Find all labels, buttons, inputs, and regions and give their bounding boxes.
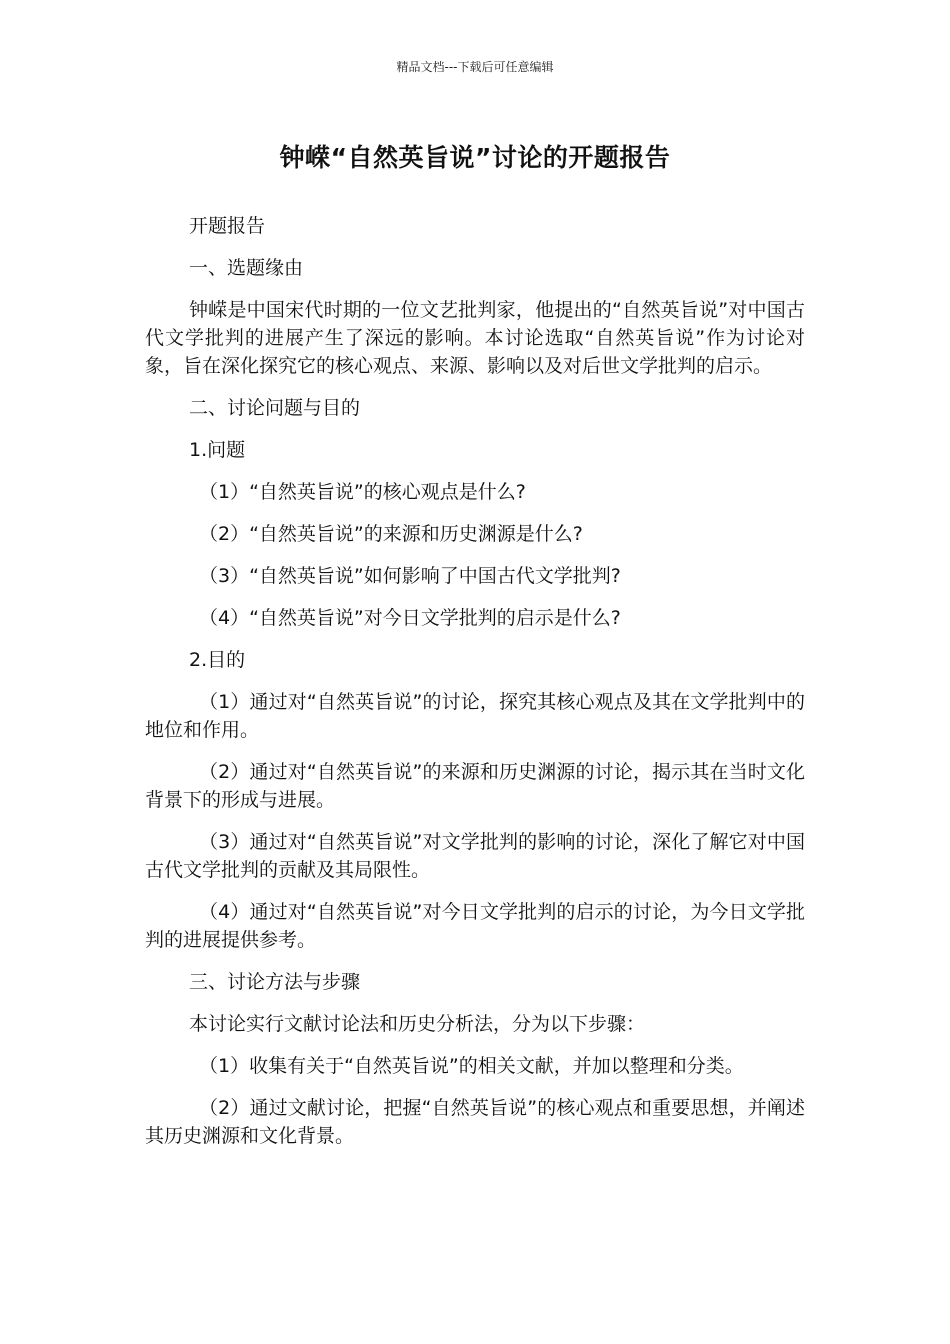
paragraph-method-intro: 本讨论实行文献讨论法和历史分析法，分为以下步骤： xyxy=(189,1013,646,1035)
subheading-goals: 2.目的 xyxy=(189,649,246,671)
step-item: （1）收集有关于“自然英旨说”的相关文献，并加以整理和分类。 xyxy=(199,1055,744,1077)
section-heading-2: 二、讨论问题与目的 xyxy=(189,397,361,419)
document-title: 钟嵘“自然英旨说”讨论的开题报告 xyxy=(279,143,671,172)
goal-item: （3）通过对“自然英旨说”对文学批判的影响的讨论，深化了解它对中国古代文学批判的贡献及其局限性。 xyxy=(145,831,805,881)
paragraph-intro: 钟嵘是中国宋代时期的一位文艺批判家，他提出的“自然英旨说”对中国古代文学批判的进展产生了深远的影响。本讨论选取“自然英旨说”作为讨论对象，旨在深化探究它的核心观点、来源、影响以及对后世文学批判的启示。 xyxy=(145,299,805,377)
question-item: （2）“自然英旨说”的来源和历史渊源是什么? xyxy=(199,523,583,545)
page-header: 精品文档---下载后可任意编辑 xyxy=(396,60,554,74)
subheading-questions: 1.问题 xyxy=(189,439,246,461)
section-heading-3: 三、讨论方法与步骤 xyxy=(189,971,361,993)
goal-item: （2）通过对“自然英旨说”的来源和历史渊源的讨论，揭示其在当时文化背景下的形成与进展。 xyxy=(145,761,805,811)
paragraph-report-label: 开题报告 xyxy=(189,215,266,237)
step-item: （2）通过文献讨论，把握“自然英旨说”的核心观点和重要思想，并阐述其历史渊源和文化背景。 xyxy=(145,1097,805,1147)
question-item: （3）“自然英旨说”如何影响了中国古代文学批判? xyxy=(199,565,621,587)
section-heading-1: 一、选题缘由 xyxy=(189,257,304,279)
goal-item: （1）通过对“自然英旨说”的讨论，探究其核心观点及其在文学批判中的地位和作用。 xyxy=(145,691,805,741)
goal-item: （4）通过对“自然英旨说”对今日文学批判的启示的讨论，为今日文学批判的进展提供参考。 xyxy=(145,901,805,951)
document-body xyxy=(145,212,805,1164)
question-item: （4）“自然英旨说”对今日文学批判的启示是什么? xyxy=(199,607,621,629)
question-item: （1）“自然英旨说”的核心观点是什么? xyxy=(199,481,526,503)
